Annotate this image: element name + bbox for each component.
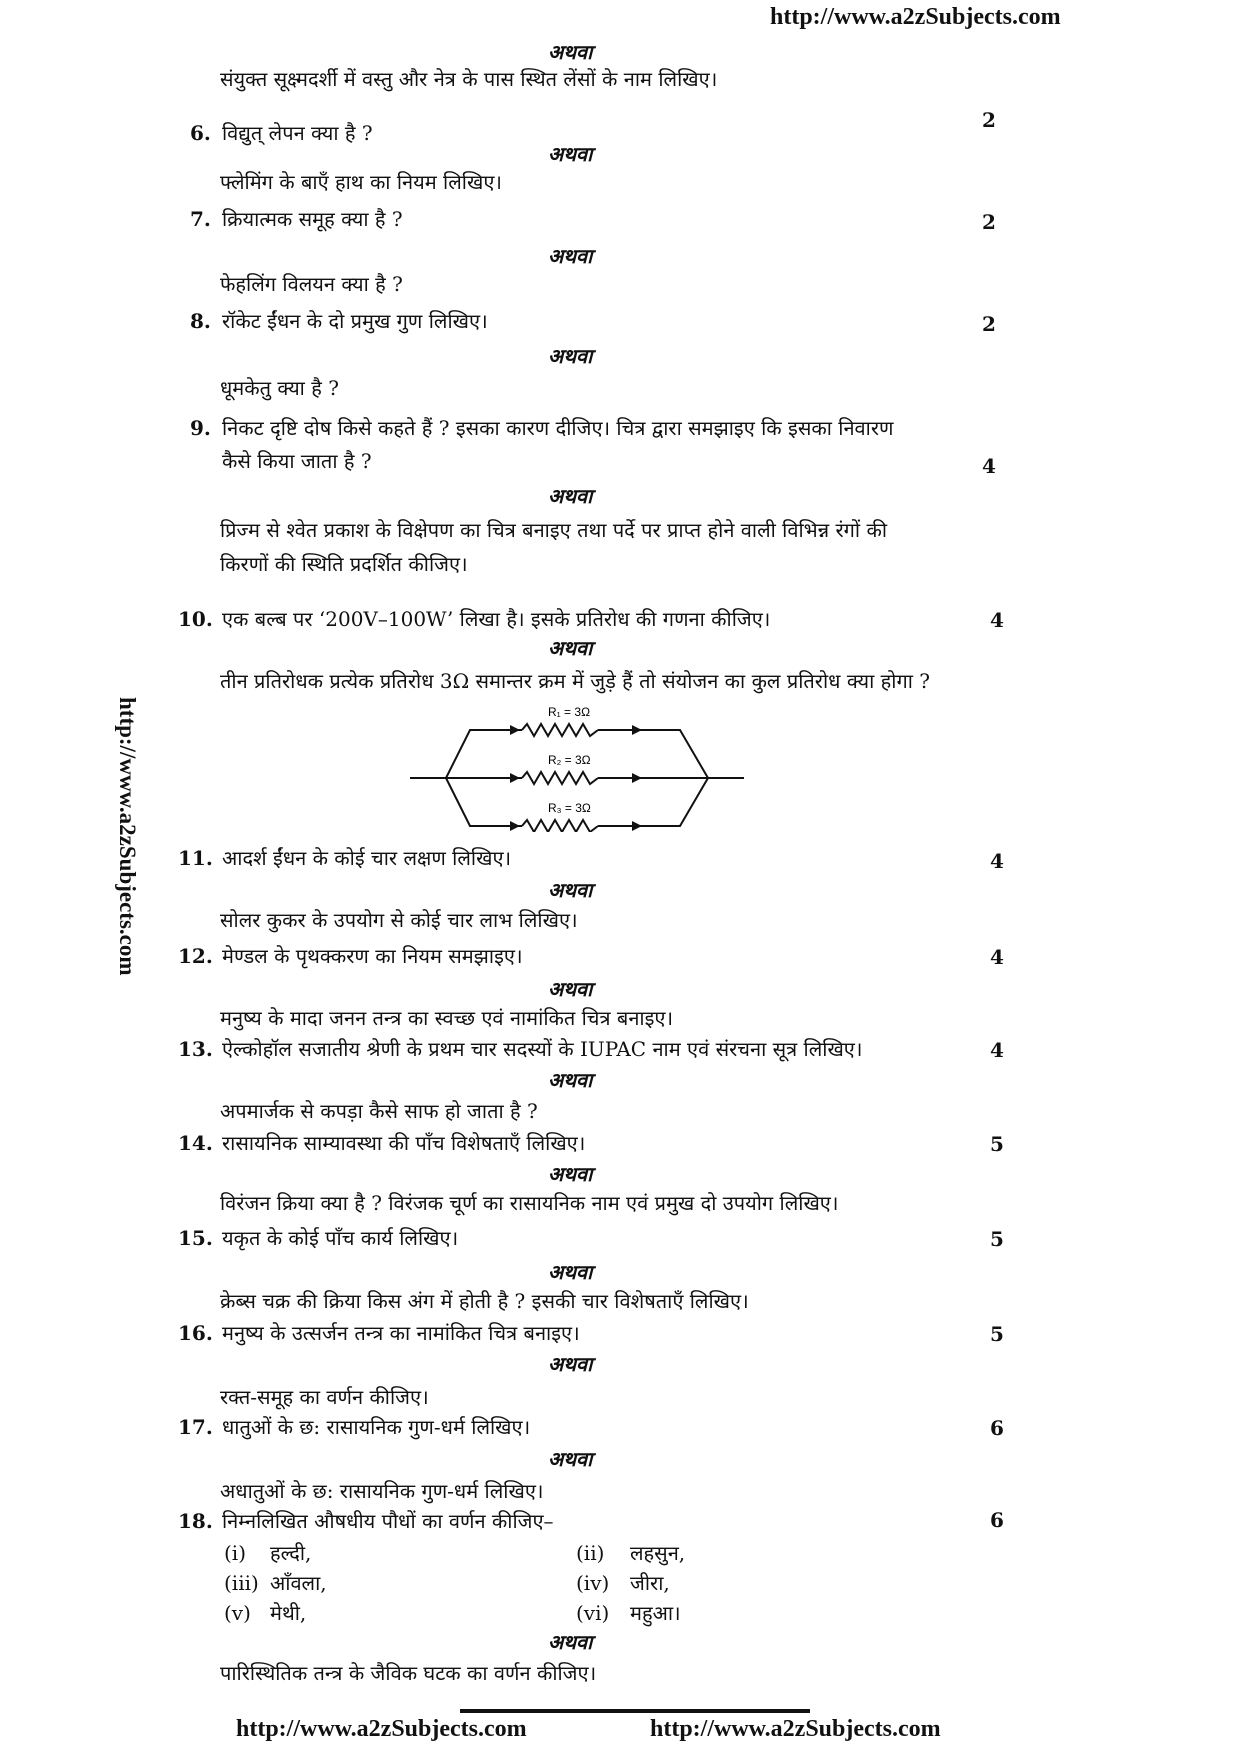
question-text: रासायनिक साम्यावस्था की पाँच विशेषताएँ लिखिए। xyxy=(222,1131,586,1155)
resistor-label-r2: R₂ = 3Ω xyxy=(548,753,591,767)
footer-url-left[interactable]: http://www.a2zSubjects.com xyxy=(236,1716,527,1742)
question-number: 11. xyxy=(178,846,213,870)
question-number: 16. xyxy=(178,1321,213,1345)
question-marks: 4 xyxy=(990,1038,1004,1062)
question-text: रॉकेट ईंधन के दो प्रमुख गुण लिखिए। xyxy=(222,309,488,333)
or-label: अथवा xyxy=(548,977,593,1001)
footer-url-right[interactable]: http://www.a2zSubjects.com xyxy=(650,1716,941,1742)
alt-question-text: प्रिज्म से श्वेत प्रकाश के विक्षेपण का चित्र बनाइए तथा पर्दे पर प्राप्त होने वाली विभिन्न रंगों की xyxy=(220,518,887,542)
parallel-resistor-circuit xyxy=(410,700,750,832)
question-text: निकट दृष्टि दोष किसे कहते हैं ? इसका कारण दीजिए। चित्र द्वारा समझाइए कि इसका निवारण xyxy=(222,416,894,440)
option-label: (iv) xyxy=(576,1571,610,1595)
or-label: अथवा xyxy=(548,1630,593,1654)
alt-question-text: फ्लेमिंग के बाएँ हाथ का नियम लिखिए। xyxy=(220,170,502,194)
option-text: मेथी, xyxy=(270,1601,307,1625)
option-text: हल्दी, xyxy=(270,1541,312,1565)
question-number: 18. xyxy=(178,1509,213,1533)
question-number: 10. xyxy=(178,607,213,631)
or-label: अथवा xyxy=(548,244,593,268)
option-label: (vi) xyxy=(576,1601,610,1625)
alt-question-text: अधातुओं के छ: रासायनिक गुण-धर्म लिखिए। xyxy=(220,1479,544,1503)
alt-question-text: धूमकेतु क्या है ? xyxy=(220,376,339,400)
alt-question-text: पारिस्थितिक तन्त्र के जैविक घटक का वर्णन कीजिए। xyxy=(220,1661,597,1685)
or-label: अथवा xyxy=(548,1447,593,1471)
or-label: अथवा xyxy=(548,636,593,660)
or-label: अथवा xyxy=(548,142,593,166)
question-marks: 2 xyxy=(982,210,996,234)
question-marks: 4 xyxy=(990,608,1004,632)
question-text-line2: कैसे किया जाता है ? xyxy=(222,449,372,473)
question-marks: 4 xyxy=(990,849,1004,873)
question-marks: 2 xyxy=(982,312,996,336)
or-label: अथवा xyxy=(548,1260,593,1284)
question-marks: 4 xyxy=(982,454,996,478)
question-text: निम्नलिखित औषधीय पौधों का वर्णन कीजिए– xyxy=(222,1509,554,1533)
or-label: अथवा xyxy=(548,1162,593,1186)
question-number: 14. xyxy=(178,1131,213,1155)
option-text: महुआ। xyxy=(630,1601,681,1625)
question-number: 8. xyxy=(190,309,211,333)
question-number: 6. xyxy=(190,121,211,145)
resistor-label-r3: R₃ = 3Ω xyxy=(548,801,591,815)
side-url[interactable]: http://www.a2zSubjects.com xyxy=(115,697,140,976)
resistor-label-r1: R₁ = 3Ω xyxy=(548,705,591,719)
question-marks: 5 xyxy=(990,1322,1004,1346)
or-label: अथवा xyxy=(548,344,593,368)
alt-question-text: विरंजन क्रिया क्या है ? विरंजक चूर्ण का रासायनिक नाम एवं प्रमुख दो उपयोग लिखिए। xyxy=(220,1191,839,1215)
question-text: ऐल्कोहॉल सजातीय श्रेणी के प्रथम चार सदस्यों के IUPAC नाम एवं संरचना सूत्र लिखिए। xyxy=(222,1037,863,1061)
question-text: विद्युत् लेपन क्या है ? xyxy=(222,121,373,145)
question-number: 7. xyxy=(190,207,211,231)
option-label: (ii) xyxy=(576,1541,605,1565)
question-text: एक बल्ब पर ‘200V–100W’ लिखा है। इसके प्रतिरोध की गणना कीजिए। xyxy=(222,607,771,631)
question-number: 13. xyxy=(178,1037,213,1061)
question-number: 9. xyxy=(190,416,211,440)
question-marks: 5 xyxy=(990,1132,1004,1156)
alt-question-text-line2: किरणों की स्थिति प्रदर्शित कीजिए। xyxy=(220,552,468,576)
or-label: अथवा xyxy=(548,1068,593,1092)
question-number: 12. xyxy=(178,944,213,968)
alt-question-text: सोलर कुकर के उपयोग से कोई चार लाभ लिखिए। xyxy=(220,908,578,932)
question-text: यकृत के कोई पाँच कार्य लिखिए। xyxy=(222,1226,459,1250)
question-text: आदर्श ईंधन के कोई चार लक्षण लिखिए। xyxy=(222,846,512,870)
option-text: आँवला, xyxy=(270,1571,327,1595)
or-label: अथवा xyxy=(548,40,593,64)
option-text: लहसुन, xyxy=(630,1541,686,1565)
option-label: (iii) xyxy=(224,1571,259,1595)
question-text: मेण्डल के पृथक्करण का नियम समझाइए। xyxy=(222,944,523,968)
option-label: (v) xyxy=(224,1601,251,1625)
question-marks: 2 xyxy=(982,108,996,132)
question-marks: 6 xyxy=(990,1416,1004,1440)
alt-question-text: मनुष्य के मादा जनन तन्त्र का स्वच्छ एवं नामांकित चित्र बनाइए। xyxy=(220,1006,674,1030)
alt-question-text: क्रेब्स चक्र की क्रिया किस अंग में होती है ? इसकी चार विशेषताएँ लिखिए। xyxy=(220,1289,749,1313)
question-marks: 5 xyxy=(990,1227,1004,1251)
alt-question-text: फेहलिंग विलयन क्या है ? xyxy=(220,272,403,296)
question-number: 15. xyxy=(178,1226,213,1250)
question-text: क्रियात्मक समूह क्या है ? xyxy=(222,207,403,231)
intro-alt-text: संयुक्त सूक्ष्मदर्शी में वस्तु और नेत्र के पास स्थित लेंसों के नाम लिखिए। xyxy=(220,67,718,91)
footer-divider xyxy=(460,1709,810,1713)
option-text: जीरा, xyxy=(630,1571,670,1595)
question-text: धातुओं के छ: रासायनिक गुण-धर्म लिखिए। xyxy=(222,1415,531,1439)
header-url[interactable]: http://www.a2zSubjects.com xyxy=(770,4,1061,30)
alt-question-text: रक्त-समूह का वर्णन कीजिए। xyxy=(220,1385,429,1409)
question-marks: 6 xyxy=(990,1508,1004,1532)
or-label: अथवा xyxy=(548,878,593,902)
question-marks: 4 xyxy=(990,945,1004,969)
alt-question-text: अपमार्जक से कपड़ा कैसे साफ हो जाता है ? xyxy=(220,1099,538,1123)
option-label: (i) xyxy=(224,1541,247,1565)
alt-question-text: तीन प्रतिरोधक प्रत्येक प्रतिरोध 3Ω समान्तर क्रम में जुड़े हैं तो संयोजन का कुल प्रतिरोध क्या होगा ? xyxy=(220,669,930,693)
question-text: मनुष्य के उत्सर्जन तन्त्र का नामांकित चित्र बनाइए। xyxy=(222,1321,580,1345)
or-label: अथवा xyxy=(548,484,593,508)
question-number: 17. xyxy=(178,1415,213,1439)
or-label: अथवा xyxy=(548,1352,593,1376)
